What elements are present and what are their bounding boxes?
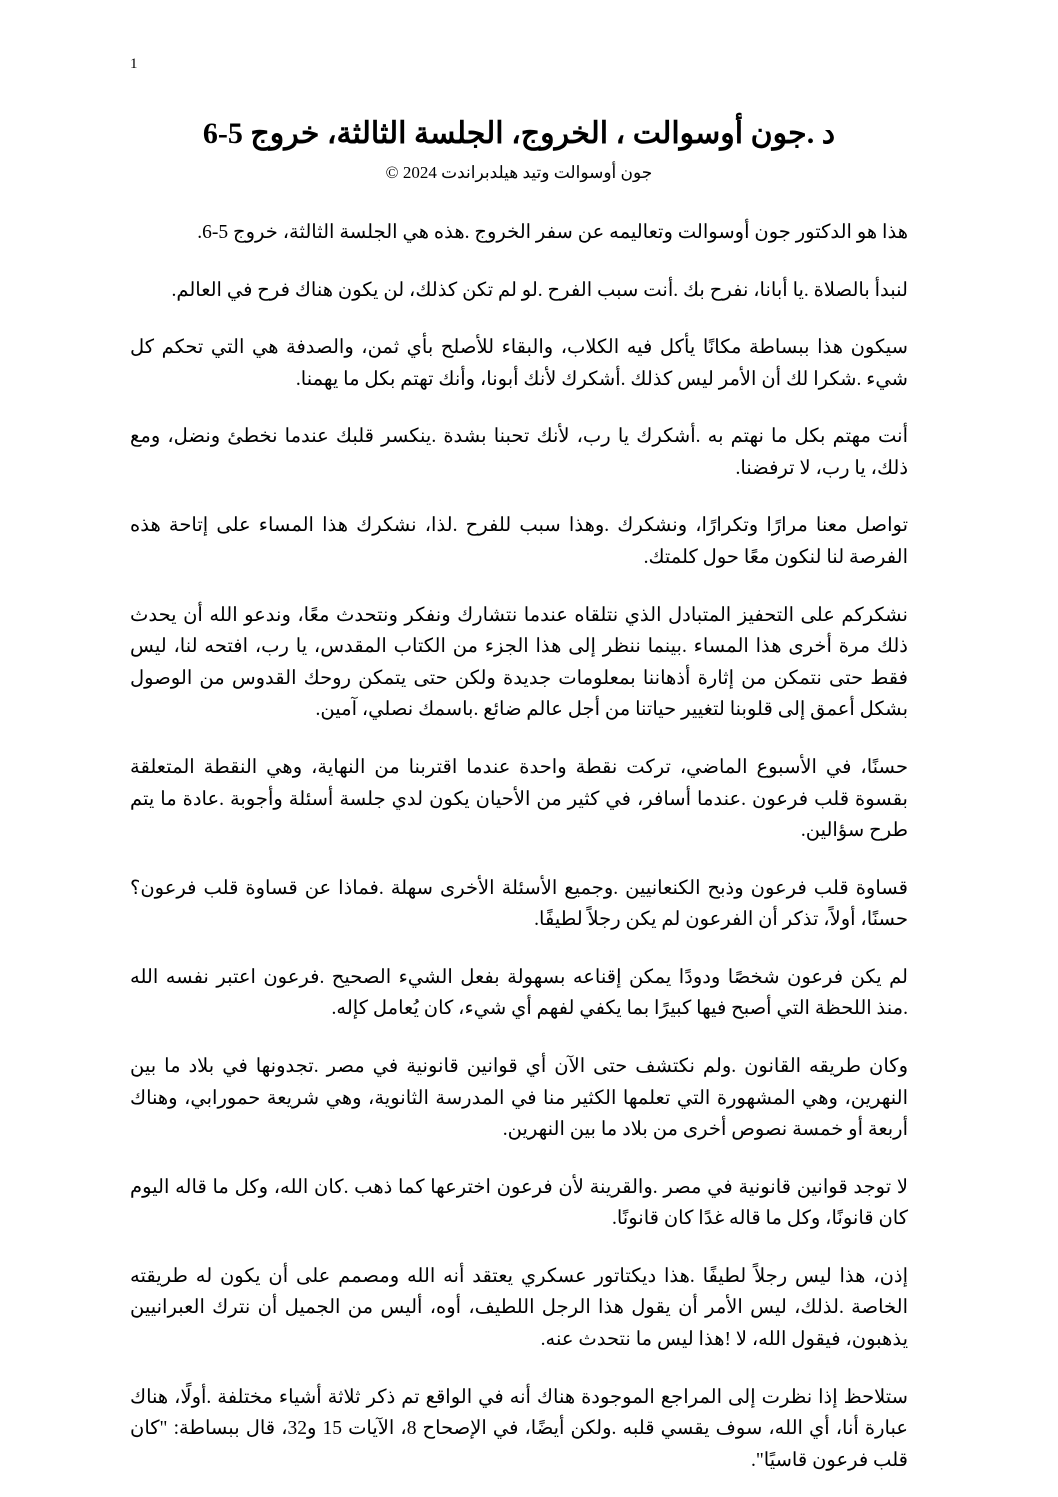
document-subtitle: جون أوسوالت وتيد هيلدبراندت 2024 © <box>385 163 653 182</box>
paragraph: إذن، هذا ليس رجلاً لطيفًا .هذا ديكتاتور عسكري يعتقد أنه الله ومصمم على أن يكون له طريقته الخاصة .لذلك، ليس الأمر أن يقول هذا الرجل اللطيف، أوه، أليس من الجميل أن نترك العبرانيين يذهبون، فيقول الله، لا !هذا ليس ما نتحدث عنه. <box>130 1265 908 1351</box>
document-body <box>130 114 908 1476</box>
paragraph: أنت مهتم بكل ما نهتم به .أشكرك يا رب، لأنك تحبنا بشدة .ينكسر قلبك عندما نخطئ ونضل، ومع ذلك، يا رب، لا ترفضنا. <box>130 426 908 479</box>
paragraph: قساوة قلب فرعون وذبح الكنعانيين .وجميع الأسئلة الأخرى سهلة .فماذا عن قساوة قلب فرعون؟ حسنًا، أولاً، تذكر أن الفرعون لم يكن رجلاً لطيفًا. <box>130 877 908 931</box>
paragraph: لم يكن فرعون شخصًا ودودًا يمكن إقناعه بسهولة بفعل الشيء الصحيح .فرعون اعتبر نفسه الله .منذ اللحظة التي أصبح فيها كبيرًا بما يكفي لفهم أي شيء، كان يُعامل كإله. <box>130 966 908 1020</box>
paragraph: وكان طريقه القانون .ولم نكتشف حتى الآن أي قوانين قانونية في مصر .تجدونها في بلاد ما بين النهرين، وهي المشهورة التي تعلمها الكثير منا في المدرسة الثانوية، وهي شريعة حمورابي، وهناك أربعة أو خمسة نصوص أخرى من بلاد ما بين النهرين. <box>130 1055 908 1141</box>
page-title: د .جون أوسوالت ، الخروج، الجلسة الثالثة، خروج 5-6 <box>202 117 836 150</box>
paragraph: نشكركم على التحفيز المتبادل الذي نتلقاه عندما نتشارك ونفكر ونتحدث معًا، وندعو الله أن يحدث ذلك مرة أخرى هذا المساء .بينما ننظر إلى هذا الجزء من الكتاب المقدس، يا رب، افتحه لنا، ليس فقط حتى نتمكن من إثارة أذهاننا بمعلومات جديدة ولكن حتى يتمكن روحك القدوس من الوصول بشكل أعمق إلى قلوبنا لتغيير حياتنا من أجل عالم ضائع .باسمك نصلي، آمين. <box>130 604 908 721</box>
paragraph: ستلاحظ إذا نظرت إلى المراجع الموجودة هناك أنه في الواقع تم ذكر ثلاثة أشياء مختلفة .أولًا، هناك عبارة أنا، أي الله، سوف يقسي قلبه .ولكن أيضًا، في الإصحاح 8، الآيات 15 و32، قال ببساطة: "كان قلب فرعون قاسيًا". <box>130 1386 909 1471</box>
paragraph: هذا هو الدكتور جون أوسوالت وتعاليمه عن سفر الخروج .هذه هي الجلسة الثالثة، خروج 5-6. <box>197 222 908 243</box>
paragraph: لا توجد قوانين قانونية في مصر .والقرينة لأن فرعون اخترعها كما ذهب .كان الله، وكل ما قاله اليوم كان قانونًا، وكل ما قاله غدًا كان قانونًا. <box>130 1176 908 1230</box>
paragraph: حسنًا، في الأسبوع الماضي، تركت نقطة واحدة عندما اقتربنا من النهاية، وهي النقطة المتعلقة بقسوة قلب فرعون .عندما أسافر، في كثير من الأحيان يكون لدي جلسة أسئلة وأجوبة .عادة ما يتم طرح سؤالين. <box>130 756 908 842</box>
paragraph: لنبدأ بالصلاة .يا أبانا، نفرح بك .أنت سبب الفرح .لو لم تكن كذلك، لن يكون هناك فرح في العالم. <box>171 279 908 301</box>
paragraph: تواصل معنا مرارًا وتكرارًا، ونشكرك .وهذا سبب للفرح .لذا، نشكرك هذا المساء على إتاحة هذه الفرصة لنا لنكون معًا حول كلمتك. <box>130 515 908 569</box>
paragraph: سيكون هذا ببساطة مكانًا يأكل فيه الكلاب، والبقاء للأصلح بأي ثمن، والصدفة هي التي تحكم كل شيء .شكرا لك أن الأمر ليس كذلك .أشكرك لأنك أبونا، وأنك تهتم بكل ما يهمنا. <box>130 337 908 390</box>
page-number: 1 <box>130 56 138 72</box>
